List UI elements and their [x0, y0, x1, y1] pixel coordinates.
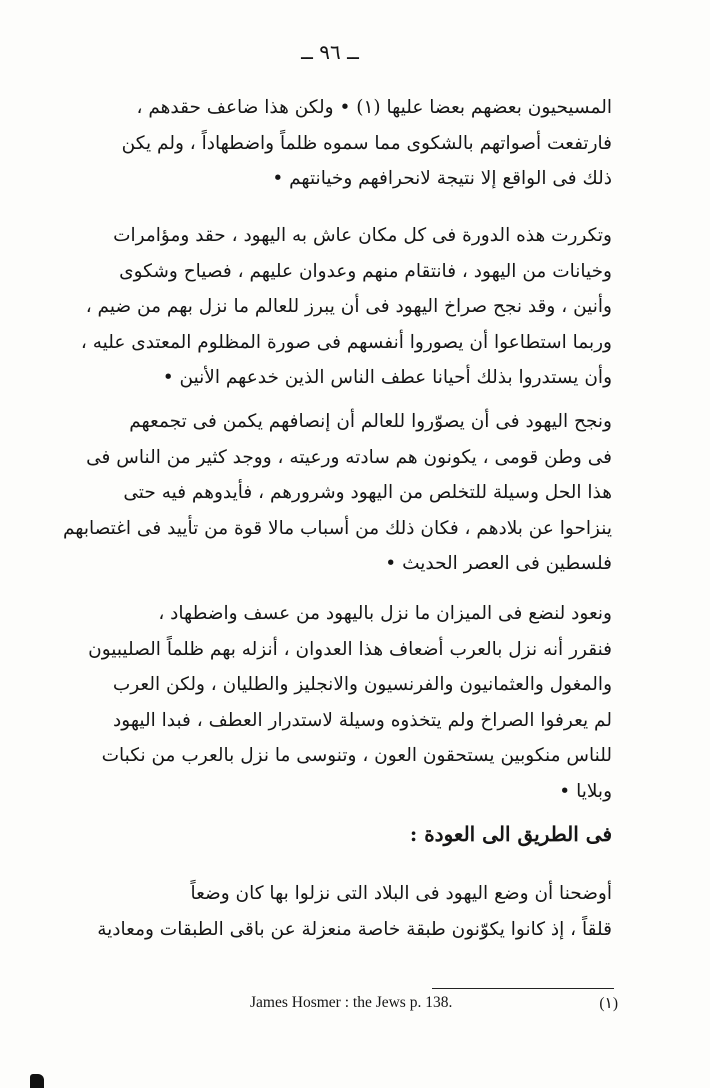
paragraph-line: والمغول والعثمانيون والفرنسيون والانجليز والطليان ، ولكن العرب — [112, 674, 612, 695]
paragraph-line: فنقرر أنه نزل بالعرب أضعاف هذا العدوان ، أنزله بهم ظلماً الصليبيون — [88, 638, 612, 660]
paragraph-3 — [44, 404, 612, 582]
paragraph-line: فلسطين فى العصر الحديث • — [385, 553, 612, 574]
paragraph-line: ينزاحوا عن بلادهم ، فكان ذلك من أسباب مالا قوة من تأييد فى اغتصابهم — [62, 517, 612, 539]
footnote-divider — [432, 988, 614, 989]
paragraph-line: وربما استطاعوا أن يصوروا أنفسهم فى صورة المظلوم المعتدى عليه ، — [80, 331, 612, 353]
footnote-marker: (١) — [599, 995, 618, 1012]
section-heading: فى الطريق الى العودة : — [409, 822, 612, 846]
paragraph-line: وخيانات من اليهود ، فانتقام منهم وعدوان عليهم ، فصياح وشكوى — [119, 260, 612, 282]
paragraph-line: وأن يستدروا بذلك أحيانا عطف الناس الذين خدعهم الأنين • — [162, 367, 612, 388]
paragraph-line: ذلك فى الواقع إلا نتيجة لانحرافهم وخيانتهم • — [272, 168, 612, 189]
paragraph-line: وأنين ، وقد نجح صراخ اليهود فى أن يبرز للعالم ما نزل بهم من ضيم ، — [85, 296, 612, 317]
paragraph-line: فارتفعت أصواتهم بالشكوى مما سموه ظلماً واضطهاداً ، ولم يكن — [121, 132, 612, 154]
footnote-text: James Hosmer : the Jews p. 138. — [250, 994, 453, 1011]
paragraph-2 — [44, 218, 612, 396]
paragraph-line: أوضحنا أن وضع اليهود فى البلاد التى نزلوا بها كان وضعاً — [190, 883, 612, 904]
paragraph-4 — [44, 596, 612, 809]
paragraph-line: ونعود لنضع فى الميزان ما نزل باليهود من عسف واضطهاد ، — [158, 603, 612, 624]
paragraph-line: قلقاً ، إذ كانوا يكوّنون طبقة خاصة منعزلة عن باقى الطبقات ومعادية — [97, 918, 612, 940]
paragraph-line: ونجح اليهود فى أن يصوّروا للعالم أن إنصافهم يكمن فى تجمعهم — [129, 411, 612, 432]
paragraph-line: فى وطن قومى ، يكونون هم سادته ورعيته ، ووجد كثير من الناس فى — [86, 446, 612, 468]
paragraph-line: وتكررت هذه الدورة فى كل مكان عاش به اليهود ، حقد ومؤامرات — [113, 225, 612, 246]
paragraph-line: المسيحيون بعضهم بعضا عليها (١) • ولكن هذا ضاعف حقدهم ، — [136, 97, 612, 118]
paragraph-5 — [44, 876, 612, 947]
paragraph-line: وبلايا • — [559, 780, 612, 802]
paragraph-line: للناس منكوبين يستحقون العون ، وتنوسى ما نزل بالعرب من نكبات — [101, 745, 612, 766]
footnote — [250, 994, 618, 1012]
paragraph-1 — [44, 90, 612, 197]
page-number: ــ ٩٦ ــ — [301, 40, 359, 64]
scan-artifact-mark — [30, 1074, 44, 1088]
paragraph-line: لم يعرفوا الصراخ ولم يتخذوه وسيلة لاستدرار العطف ، فبدا اليهود — [113, 709, 612, 731]
paragraph-line: هذا الحل وسيلة للتخلص من اليهود وشرورهم ، فأيدوهم فيه حتى — [123, 482, 612, 503]
